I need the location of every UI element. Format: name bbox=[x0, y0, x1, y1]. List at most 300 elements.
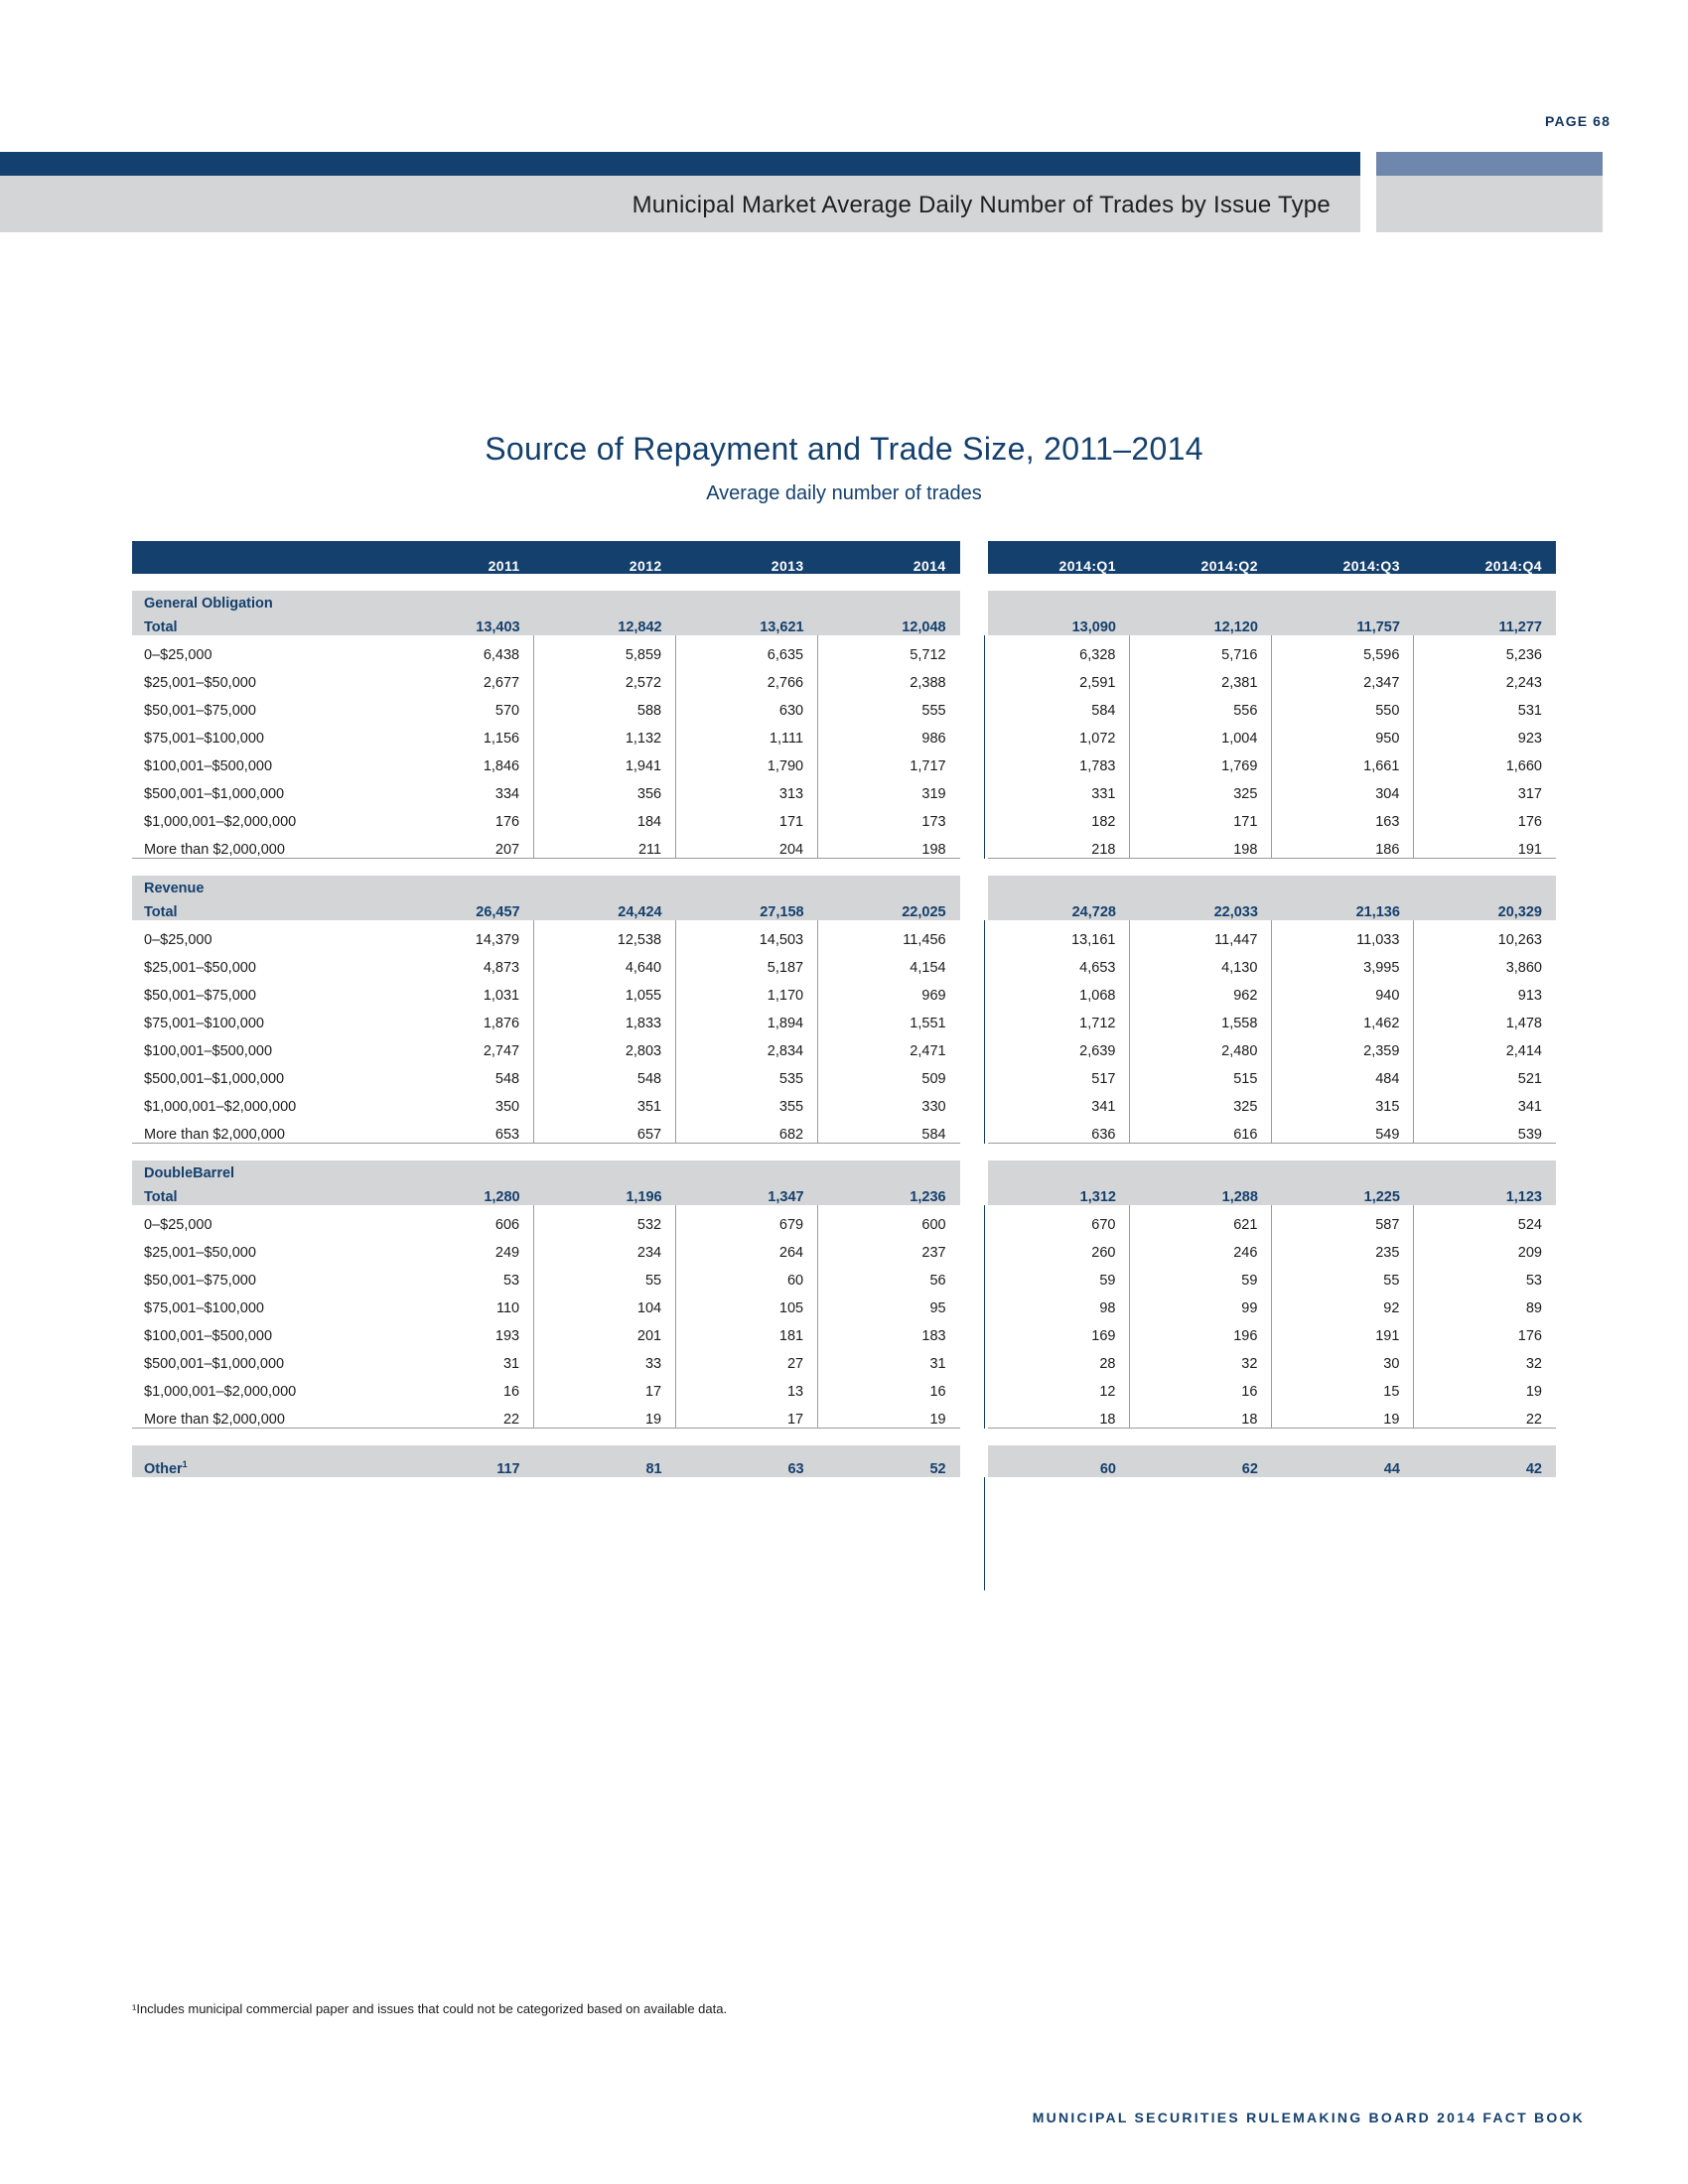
cell-value: 584 bbox=[1091, 703, 1116, 719]
cell-value: 913 bbox=[1414, 976, 1556, 1004]
row-gap bbox=[960, 719, 988, 747]
group-header-gap bbox=[960, 591, 988, 612]
cell-value: 11,456 bbox=[818, 920, 960, 948]
cell-value: 584 bbox=[818, 1115, 960, 1144]
cell-value: 33 bbox=[534, 1344, 676, 1372]
column-header-2014q4: 2014:Q4 bbox=[1414, 541, 1556, 574]
row-gap bbox=[960, 747, 988, 774]
table-row bbox=[132, 1316, 1556, 1344]
row-gap bbox=[960, 1087, 988, 1115]
cell-value: 5,712 bbox=[818, 635, 960, 663]
total-value: 1,123 bbox=[1414, 1181, 1556, 1205]
cell-value: 6,438 bbox=[483, 647, 520, 663]
cell-value: 517 bbox=[1091, 1071, 1116, 1087]
cell-value: 1,833 bbox=[534, 1004, 676, 1031]
cell-value: 1,876 bbox=[483, 1016, 520, 1031]
cell-value: 636 bbox=[988, 1115, 1130, 1144]
cell-value: 5,236 bbox=[1414, 635, 1556, 663]
header-gap bbox=[960, 541, 988, 574]
cell-value: 260 bbox=[1091, 1245, 1116, 1261]
cell-value: 92 bbox=[1272, 1289, 1414, 1316]
cell-value: 98 bbox=[1099, 1300, 1116, 1316]
group-header-fill bbox=[392, 591, 960, 612]
cell-value: 1,462 bbox=[1272, 1004, 1414, 1031]
cell-value: 315 bbox=[1272, 1087, 1414, 1115]
cell-value: 32 bbox=[1414, 1344, 1556, 1372]
row-gap bbox=[960, 663, 988, 691]
cell-value: 15 bbox=[1272, 1372, 1414, 1400]
footnote: ¹Includes municipal commercial paper and issues that could not be categorized based on available data. bbox=[132, 2001, 728, 2016]
total-value: 1,280 bbox=[392, 1181, 534, 1205]
cell-value: 218 bbox=[988, 830, 1130, 859]
total-value: 1,288 bbox=[1130, 1181, 1272, 1205]
cell-value: 304 bbox=[1272, 774, 1414, 802]
cell-value: 14,503 bbox=[676, 920, 818, 948]
row-label: More than $2,000,000 bbox=[132, 830, 392, 859]
cell-value: 5,187 bbox=[676, 948, 818, 976]
row-gap bbox=[960, 1400, 988, 1429]
cell-value: 171 bbox=[1130, 802, 1272, 830]
cell-value: 330 bbox=[818, 1087, 960, 1115]
cell-value: 1,111 bbox=[676, 719, 818, 747]
cell-value: 535 bbox=[676, 1059, 818, 1087]
cell-value: 5,716 bbox=[1130, 635, 1272, 663]
running-title: Municipal Market Average Daily Number of Trades by Issue Type bbox=[632, 192, 1331, 218]
other-value: 52 bbox=[818, 1445, 960, 1477]
page-footer: MUNICIPAL SECURITIES RULEMAKING BOARD 2014 FACT BOOK bbox=[1032, 2110, 1585, 2125]
group-total-row bbox=[132, 612, 1556, 635]
table-row bbox=[132, 830, 1556, 859]
cell-value: 53 bbox=[502, 1273, 520, 1289]
row-label: $500,001–$1,000,000 bbox=[144, 786, 285, 802]
row-gap bbox=[960, 1233, 988, 1261]
table-row bbox=[132, 920, 1556, 948]
footnote-marker: 1 bbox=[182, 1459, 188, 1470]
cell-value: 17 bbox=[676, 1400, 818, 1429]
cell-value: 531 bbox=[1414, 691, 1556, 719]
total-value: 1,236 bbox=[818, 1181, 960, 1205]
cell-value: 2,471 bbox=[818, 1031, 960, 1059]
cell-value: 1,068 bbox=[1079, 988, 1116, 1004]
other-value: 44 bbox=[1272, 1445, 1414, 1477]
row-label: $1,000,001–$2,000,000 bbox=[144, 814, 297, 830]
row-label: $1,000,001–$2,000,000 bbox=[144, 1384, 297, 1400]
other-value: 60 bbox=[988, 1445, 1130, 1477]
cell-value: 186 bbox=[1272, 830, 1414, 859]
cell-value: 1,170 bbox=[676, 976, 818, 1004]
other-value: 117 bbox=[392, 1445, 534, 1477]
row-gap bbox=[960, 948, 988, 976]
cell-value: 11,447 bbox=[1130, 920, 1272, 948]
total-gap bbox=[960, 1181, 988, 1205]
cell-value: 670 bbox=[1091, 1217, 1116, 1233]
total-value: 13,090 bbox=[988, 612, 1130, 635]
header-blank bbox=[132, 541, 392, 574]
row-gap bbox=[960, 1004, 988, 1031]
table-row bbox=[132, 635, 1556, 663]
row-gap bbox=[960, 1372, 988, 1400]
table-row bbox=[132, 802, 1556, 830]
total-gap bbox=[960, 612, 988, 635]
header-bar-gray-accent bbox=[1376, 176, 1603, 232]
cell-value: 548 bbox=[534, 1059, 676, 1087]
cell-value: 1,558 bbox=[1130, 1004, 1272, 1031]
cell-value: 5,596 bbox=[1272, 635, 1414, 663]
cell-value: 198 bbox=[818, 830, 960, 859]
cell-value: 2,347 bbox=[1272, 663, 1414, 691]
row-gap bbox=[960, 1261, 988, 1289]
cell-value: 169 bbox=[1091, 1328, 1116, 1344]
table-row bbox=[132, 1031, 1556, 1059]
page-subtitle: Average daily number of trades bbox=[706, 482, 982, 504]
cell-value: 110 bbox=[496, 1300, 520, 1316]
cell-value: 5,859 bbox=[534, 635, 676, 663]
total-value: 1,225 bbox=[1272, 1181, 1414, 1205]
cell-value: 207 bbox=[392, 830, 534, 859]
table-row bbox=[132, 1115, 1556, 1144]
table-row bbox=[132, 774, 1556, 802]
table-row bbox=[132, 719, 1556, 747]
row-label: $25,001–$50,000 bbox=[144, 960, 256, 976]
total-value: 27,158 bbox=[676, 896, 818, 920]
cell-value: 198 bbox=[1130, 830, 1272, 859]
cell-value: 237 bbox=[818, 1233, 960, 1261]
total-value: 13,621 bbox=[676, 612, 818, 635]
cell-value: 923 bbox=[1414, 719, 1556, 747]
table-row bbox=[132, 1087, 1556, 1115]
cell-value: 89 bbox=[1414, 1289, 1556, 1316]
cell-value: 4,154 bbox=[818, 948, 960, 976]
cell-value: 986 bbox=[818, 719, 960, 747]
total-gap bbox=[960, 896, 988, 920]
total-label: Total bbox=[132, 1181, 392, 1205]
total-value: 20,329 bbox=[1414, 896, 1556, 920]
header-bar-navy-accent bbox=[1376, 152, 1603, 176]
table-row bbox=[132, 1004, 1556, 1031]
other-value: 63 bbox=[676, 1445, 818, 1477]
group-header-gap bbox=[960, 1160, 988, 1181]
table-row bbox=[132, 663, 1556, 691]
cell-value: 1,551 bbox=[818, 1004, 960, 1031]
cell-value: 2,834 bbox=[676, 1031, 818, 1059]
group-header-fill-q bbox=[988, 876, 1556, 896]
cell-value: 515 bbox=[1130, 1059, 1272, 1087]
cell-value: 606 bbox=[494, 1217, 520, 1233]
row-label: $50,001–$75,000 bbox=[144, 988, 256, 1004]
column-header-2011: 2011 bbox=[392, 541, 534, 574]
cell-value: 183 bbox=[818, 1316, 960, 1344]
cell-value: 2,480 bbox=[1130, 1031, 1272, 1059]
cell-value: 105 bbox=[676, 1289, 818, 1316]
cell-value: 587 bbox=[1272, 1205, 1414, 1233]
cell-value: 350 bbox=[494, 1099, 520, 1115]
row-label: $1,000,001–$2,000,000 bbox=[144, 1099, 297, 1115]
total-value: 22,033 bbox=[1130, 896, 1272, 920]
cell-value: 1,031 bbox=[483, 988, 520, 1004]
total-value: 12,120 bbox=[1130, 612, 1272, 635]
cell-value: 32 bbox=[1130, 1344, 1272, 1372]
cell-value: 548 bbox=[494, 1071, 520, 1087]
cell-value: 679 bbox=[676, 1205, 818, 1233]
cell-value: 524 bbox=[1414, 1205, 1556, 1233]
row-label: $500,001–$1,000,000 bbox=[144, 1356, 285, 1372]
total-value: 1,347 bbox=[676, 1181, 818, 1205]
group-header-fill-q bbox=[988, 1160, 1556, 1181]
cell-value: 356 bbox=[534, 774, 676, 802]
cell-value: 341 bbox=[1091, 1099, 1116, 1115]
table-row bbox=[132, 1205, 1556, 1233]
cell-value: 184 bbox=[534, 802, 676, 830]
cell-value: 1,156 bbox=[483, 731, 520, 747]
total-value: 12,048 bbox=[818, 612, 960, 635]
column-header-2013: 2013 bbox=[676, 541, 818, 574]
group-header-row bbox=[132, 1160, 1556, 1181]
other-value: 62 bbox=[1130, 1445, 1272, 1477]
group-header-gap bbox=[960, 876, 988, 896]
cell-value: 176 bbox=[494, 814, 520, 830]
page-title: Source of Repayment and Trade Size, 2011–2014 bbox=[485, 431, 1203, 467]
cell-value: 209 bbox=[1414, 1233, 1556, 1261]
row-label: More than $2,000,000 bbox=[132, 1115, 392, 1144]
other-gap bbox=[960, 1445, 988, 1477]
total-value: 13,403 bbox=[392, 612, 534, 635]
total-value: 11,277 bbox=[1414, 612, 1556, 635]
cell-value: 1,894 bbox=[676, 1004, 818, 1031]
cell-value: 14,379 bbox=[475, 932, 520, 948]
cell-value: 351 bbox=[534, 1087, 676, 1115]
cell-value: 313 bbox=[676, 774, 818, 802]
row-label: $100,001–$500,000 bbox=[144, 758, 273, 774]
cell-value: 1,661 bbox=[1272, 747, 1414, 774]
cell-value: 1,783 bbox=[1079, 758, 1116, 774]
cell-value: 173 bbox=[818, 802, 960, 830]
cell-value: 22 bbox=[1414, 1400, 1556, 1429]
row-gap bbox=[960, 1115, 988, 1144]
table-row bbox=[132, 1059, 1556, 1087]
total-value: 24,728 bbox=[988, 896, 1130, 920]
cell-value: 2,381 bbox=[1130, 663, 1272, 691]
cell-value: 191 bbox=[1414, 830, 1556, 859]
total-value: 1,196 bbox=[534, 1181, 676, 1205]
cell-value: 211 bbox=[534, 830, 676, 859]
cell-value: 940 bbox=[1272, 976, 1414, 1004]
column-header-2014q3: 2014:Q3 bbox=[1272, 541, 1414, 574]
cell-value: 171 bbox=[676, 802, 818, 830]
cell-value: 11,033 bbox=[1272, 920, 1414, 948]
row-label: 0–$25,000 bbox=[144, 932, 212, 948]
cell-value: 555 bbox=[818, 691, 960, 719]
group-header-row bbox=[132, 591, 1556, 612]
row-gap bbox=[960, 774, 988, 802]
cell-value: 16 bbox=[818, 1372, 960, 1400]
header-bar-navy bbox=[0, 152, 1360, 176]
total-label: Total bbox=[132, 896, 392, 920]
cell-value: 355 bbox=[676, 1087, 818, 1115]
table-row bbox=[132, 1344, 1556, 1372]
cell-value: 616 bbox=[1130, 1115, 1272, 1144]
cell-value: 1,846 bbox=[483, 758, 520, 774]
cell-value: 630 bbox=[676, 691, 818, 719]
cell-value: 176 bbox=[1414, 1316, 1556, 1344]
cell-value: 549 bbox=[1272, 1115, 1414, 1144]
cell-value: 570 bbox=[494, 703, 520, 719]
group-label: General Obligation bbox=[132, 591, 392, 612]
row-gap bbox=[960, 1344, 988, 1372]
column-header-2012: 2012 bbox=[534, 541, 676, 574]
cell-value: 1,072 bbox=[1079, 731, 1116, 747]
cell-value: 1,004 bbox=[1130, 719, 1272, 747]
row-label: More than $2,000,000 bbox=[132, 1400, 392, 1429]
cell-value: 22 bbox=[392, 1400, 534, 1429]
cell-value: 539 bbox=[1414, 1115, 1556, 1144]
cell-value: 204 bbox=[676, 830, 818, 859]
cell-value: 163 bbox=[1272, 802, 1414, 830]
row-label: $50,001–$75,000 bbox=[144, 703, 256, 719]
total-value: 12,842 bbox=[534, 612, 676, 635]
row-label: $25,001–$50,000 bbox=[144, 1245, 256, 1261]
total-value: 11,757 bbox=[1272, 612, 1414, 635]
cell-value: 193 bbox=[494, 1328, 520, 1344]
cell-value: 196 bbox=[1130, 1316, 1272, 1344]
other-label bbox=[132, 1445, 392, 1477]
other-row bbox=[132, 1445, 1556, 1477]
table-row bbox=[132, 691, 1556, 719]
table-row bbox=[132, 1289, 1556, 1316]
cell-value: 201 bbox=[534, 1316, 676, 1344]
cell-value: 191 bbox=[1272, 1316, 1414, 1344]
cell-value: 653 bbox=[392, 1115, 534, 1144]
cell-value: 521 bbox=[1414, 1059, 1556, 1087]
table-row bbox=[132, 747, 1556, 774]
cell-value: 13 bbox=[676, 1372, 818, 1400]
row-gap bbox=[960, 1059, 988, 1087]
total-value: 24,424 bbox=[534, 896, 676, 920]
cell-value: 6,328 bbox=[1079, 647, 1116, 663]
table-row bbox=[132, 976, 1556, 1004]
cell-value: 682 bbox=[676, 1115, 818, 1144]
cell-value: 59 bbox=[1099, 1273, 1116, 1289]
data-table-container bbox=[132, 541, 1556, 1477]
cell-value: 317 bbox=[1414, 774, 1556, 802]
cell-value: 27 bbox=[676, 1344, 818, 1372]
row-label: $100,001–$500,000 bbox=[144, 1043, 273, 1059]
cell-value: 325 bbox=[1130, 774, 1272, 802]
cell-value: 969 bbox=[818, 976, 960, 1004]
cell-value: 19 bbox=[818, 1400, 960, 1429]
other-value: 42 bbox=[1414, 1445, 1556, 1477]
cell-value: 235 bbox=[1272, 1233, 1414, 1261]
column-header-2014: 2014 bbox=[818, 541, 960, 574]
cell-value: 56 bbox=[818, 1261, 960, 1289]
cell-value: 2,359 bbox=[1272, 1031, 1414, 1059]
cell-value: 95 bbox=[818, 1289, 960, 1316]
cell-value: 2,677 bbox=[483, 675, 520, 691]
cell-value: 28 bbox=[1099, 1356, 1116, 1372]
cell-value: 18 bbox=[988, 1400, 1130, 1429]
group-header-fill bbox=[392, 876, 960, 896]
trades-table bbox=[132, 541, 1556, 1477]
total-label: Total bbox=[132, 612, 392, 635]
table-row bbox=[132, 1261, 1556, 1289]
group-label: DoubleBarrel bbox=[132, 1160, 392, 1181]
cell-value: 588 bbox=[534, 691, 676, 719]
cell-value: 104 bbox=[534, 1289, 676, 1316]
total-value: 26,457 bbox=[392, 896, 534, 920]
row-gap bbox=[960, 635, 988, 663]
cell-value: 6,635 bbox=[676, 635, 818, 663]
row-label: $50,001–$75,000 bbox=[144, 1273, 256, 1289]
total-value: 22,025 bbox=[818, 896, 960, 920]
cell-value: 182 bbox=[1091, 814, 1116, 830]
cell-value: 16 bbox=[502, 1384, 520, 1400]
cell-value: 509 bbox=[818, 1059, 960, 1087]
column-header-2014q2: 2014:Q2 bbox=[1130, 541, 1272, 574]
cell-value: 181 bbox=[676, 1316, 818, 1344]
row-label: $100,001–$500,000 bbox=[144, 1328, 273, 1344]
group-label: Revenue bbox=[132, 876, 392, 896]
cell-value: 331 bbox=[1091, 786, 1116, 802]
cell-value: 2,243 bbox=[1414, 663, 1556, 691]
cell-value: 60 bbox=[676, 1261, 818, 1289]
column-header-2014q1: 2014:Q1 bbox=[988, 541, 1130, 574]
cell-value: 55 bbox=[534, 1261, 676, 1289]
cell-value: 2,803 bbox=[534, 1031, 676, 1059]
cell-value: 550 bbox=[1272, 691, 1414, 719]
page-number: PAGE 68 bbox=[1545, 113, 1611, 129]
cell-value: 53 bbox=[1414, 1261, 1556, 1289]
other-value: 81 bbox=[534, 1445, 676, 1477]
cell-value: 1,769 bbox=[1130, 747, 1272, 774]
cell-value: 341 bbox=[1414, 1087, 1556, 1115]
cell-value: 2,747 bbox=[483, 1043, 520, 1059]
cell-value: 4,130 bbox=[1130, 948, 1272, 976]
cell-value: 31 bbox=[818, 1344, 960, 1372]
row-label: 0–$25,000 bbox=[144, 647, 212, 663]
cell-value: 600 bbox=[818, 1205, 960, 1233]
cell-value: 1,660 bbox=[1414, 747, 1556, 774]
cell-value: 18 bbox=[1130, 1400, 1272, 1429]
cell-value: 325 bbox=[1130, 1087, 1272, 1115]
group-total-row bbox=[132, 896, 1556, 920]
row-gap bbox=[960, 691, 988, 719]
cell-value: 246 bbox=[1130, 1233, 1272, 1261]
row-gap bbox=[960, 802, 988, 830]
cell-value: 16 bbox=[1130, 1372, 1272, 1400]
total-value: 21,136 bbox=[1272, 896, 1414, 920]
table-row bbox=[132, 1372, 1556, 1400]
cell-value: 2,414 bbox=[1414, 1031, 1556, 1059]
cell-value: 12,538 bbox=[534, 920, 676, 948]
table-header-row bbox=[132, 541, 1556, 574]
row-gap bbox=[960, 920, 988, 948]
cell-value: 2,388 bbox=[818, 663, 960, 691]
row-label: 0–$25,000 bbox=[144, 1217, 212, 1233]
cell-value: 962 bbox=[1130, 976, 1272, 1004]
row-label: $75,001–$100,000 bbox=[144, 1300, 264, 1316]
cell-value: 19 bbox=[534, 1400, 676, 1429]
cell-value: 1,712 bbox=[1079, 1016, 1116, 1031]
cell-value: 1,132 bbox=[534, 719, 676, 747]
row-gap bbox=[960, 1205, 988, 1233]
total-value: 1,312 bbox=[988, 1181, 1130, 1205]
cell-value: 1,717 bbox=[818, 747, 960, 774]
cell-value: 176 bbox=[1414, 802, 1556, 830]
cell-value: 17 bbox=[534, 1372, 676, 1400]
cell-value: 1,941 bbox=[534, 747, 676, 774]
other-label-text: Other bbox=[144, 1461, 183, 1477]
cell-value: 234 bbox=[534, 1233, 676, 1261]
table-row bbox=[132, 1233, 1556, 1261]
